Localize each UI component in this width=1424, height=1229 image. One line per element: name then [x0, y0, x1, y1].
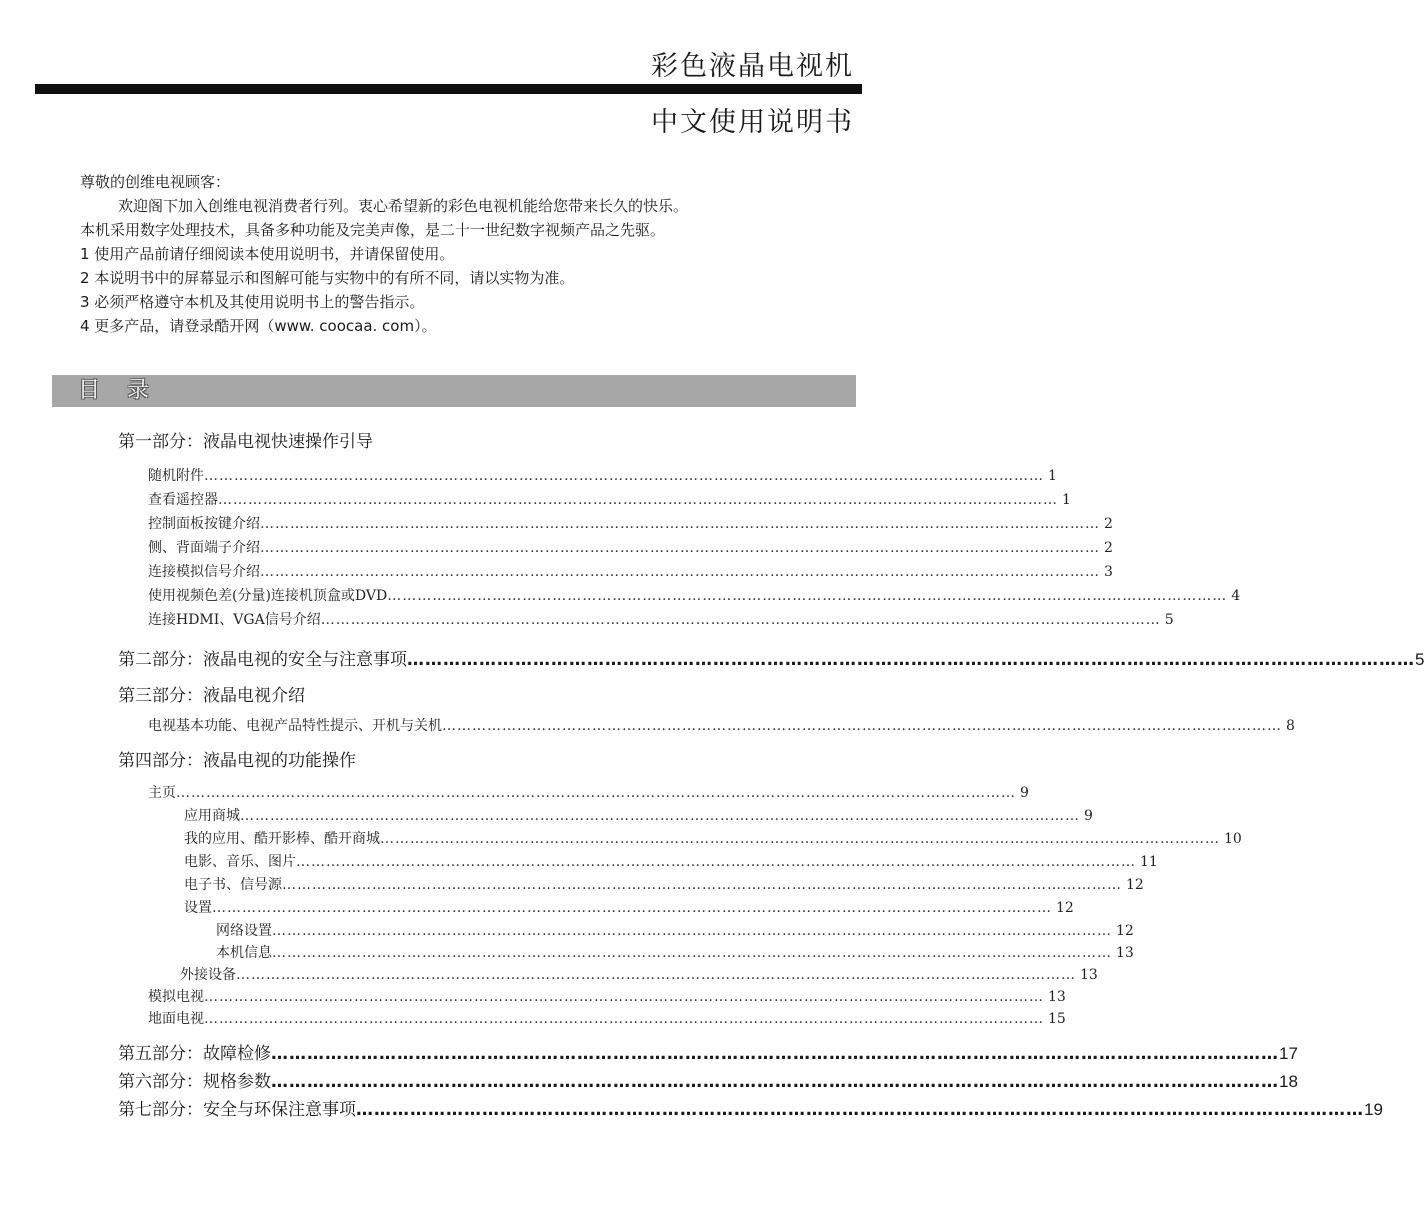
toc-entry-page: 9: [1020, 785, 1029, 801]
toc-entry-label: 电视基本功能、电视产品特性提示、开机与关机: [148, 718, 442, 734]
toc-entry-page: 12: [1126, 877, 1144, 893]
toc-entry-page: 4: [1231, 588, 1241, 604]
toc-entry[interactable]: [148, 562, 1113, 582]
toc-part6-title: 第六部分：规格参数: [118, 1072, 271, 1092]
toc-entry-page: 1: [1048, 468, 1057, 484]
dot-leader: ……………………………………………………………………………………………………………………………………………………: [271, 1072, 1279, 1092]
toc-entry[interactable]: [148, 1009, 1066, 1029]
toc-entry[interactable]: [184, 898, 1074, 918]
toc-entry-label: 地面电视: [148, 1011, 204, 1027]
note-1: 1 使用产品前请仔细阅读本使用说明书，并请保留使用。: [80, 245, 455, 263]
dot-leader: ……………………………………………………………………………………………………………………………………………………: [212, 900, 1052, 916]
toc-heading-bar: [52, 375, 856, 407]
toc-entry-label: 侧、背面端子介绍: [148, 540, 260, 556]
toc-entry[interactable]: [148, 466, 1057, 486]
dot-leader: ……………………………………………………………………………………………………………………………………………………: [218, 492, 1058, 508]
dot-leader: ……………………………………………………………………………………………………………………………………………………: [296, 854, 1136, 870]
toc-entry-page: 13: [1048, 989, 1066, 1005]
toc-entry-label: 连接模拟信号介绍: [148, 564, 260, 580]
dot-leader: ……………………………………………………………………………………………………………………………………………………: [380, 831, 1220, 847]
dot-leader: ……………………………………………………………………………………………………………………………………………………: [204, 468, 1044, 484]
toc-entry-page: 5: [1164, 612, 1174, 628]
note-2: 2 本说明书中的屏幕显示和图解可能与实物中的有所不同，请以实物为准。: [80, 269, 575, 287]
toc-entry-page: 3: [1104, 564, 1113, 580]
toc-entry-label: 主页: [148, 785, 176, 801]
toc-entry-label: 我的应用、酷开影棒、酷开商城: [184, 831, 380, 847]
toc-entry-page: 11: [1140, 854, 1158, 870]
toc-entry-label: 控制面板按键介绍: [148, 516, 260, 532]
dot-leader: ……………………………………………………………………………………………………………………………………………………: [282, 877, 1122, 893]
dot-leader: ……………………………………………………………………………………………………………………………………………………: [320, 612, 1161, 628]
toc-entry-page: 15: [1048, 1011, 1066, 1027]
toc-entry-label: 电影、音乐、图片: [184, 854, 296, 870]
toc-entry[interactable]: [184, 875, 1144, 895]
toc-entry-page: 2: [1104, 540, 1113, 556]
toc-part2-page: 5: [1415, 650, 1424, 669]
toc-entry-page: 2: [1104, 516, 1113, 532]
dot-leader: ……………………………………………………………………………………………………………………………………………………: [260, 540, 1100, 556]
toc-part2[interactable]: [118, 648, 1424, 672]
dot-leader: ……………………………………………………………………………………………………………………………………………………: [442, 718, 1282, 734]
dot-leader: ……………………………………………………………………………………………………………………………………………………: [356, 1100, 1364, 1120]
toc-entry[interactable]: [148, 610, 1174, 630]
document-title: 中文使用说明书: [651, 107, 854, 138]
toc-part6[interactable]: [118, 1070, 1298, 1094]
toc-entry-label: 应用商城: [184, 808, 240, 824]
toc-entry-label: 本机信息: [216, 945, 272, 961]
toc-entry[interactable]: [148, 783, 1029, 803]
toc-entry[interactable]: [184, 829, 1242, 849]
toc-entry-page: 1: [1062, 492, 1071, 508]
toc-entry-label: 网络设置: [216, 923, 272, 939]
toc-entry[interactable]: [216, 921, 1134, 941]
dot-leader: ……………………………………………………………………………………………………………………………………………………: [236, 967, 1076, 983]
note-3: 3 必须严格遵守本机及其使用说明书上的警告指示。: [80, 293, 425, 311]
dot-leader: ……………………………………………………………………………………………………………………………………………………: [271, 1044, 1279, 1064]
header-rule: [35, 84, 862, 94]
toc-entry[interactable]: [216, 943, 1134, 963]
note-4: 4 更多产品，请登录酷开网（www. coocaa. com）。: [80, 317, 437, 335]
toc-part1-title: 第一部分：液晶电视快速操作引导: [118, 432, 373, 452]
intro-line-2: 本机采用数字处理技术，具备多种功能及完美声像，是二十一世纪数字视频产品之先驱。: [80, 221, 666, 239]
toc-entry-page: 8: [1286, 718, 1295, 734]
greeting: 尊敬的创维电视顾客：: [80, 173, 231, 191]
toc-entry-page: 13: [1080, 967, 1098, 983]
dot-leader: ……………………………………………………………………………………………………………………………………………………: [240, 808, 1080, 824]
toc-entry-label: 电子书、信号源: [184, 877, 282, 893]
dot-leader: ……………………………………………………………………………………………………………………………………………………: [260, 516, 1100, 532]
toc-entry[interactable]: [148, 490, 1071, 510]
dot-leader: ……………………………………………………………………………………………………………………………………………………: [176, 785, 1016, 801]
dot-leader: ……………………………………………………………………………………………………………………………………………………: [272, 923, 1112, 939]
toc-part5[interactable]: [118, 1042, 1298, 1066]
toc-part7[interactable]: [118, 1098, 1383, 1122]
dot-leader: ……………………………………………………………………………………………………………………………………………………: [204, 989, 1044, 1005]
toc-part2-title: 第二部分：液晶电视的安全与注意事项: [118, 650, 407, 670]
toc-part4-title: 第四部分：液晶电视的功能操作: [118, 751, 356, 771]
toc-part7-title: 第七部分：安全与环保注意事项: [118, 1100, 356, 1120]
toc-entry-label: 连接HDMI、VGA信号介绍: [148, 612, 321, 628]
toc-entry[interactable]: [184, 806, 1093, 826]
toc-entry[interactable]: [148, 586, 1241, 606]
dot-leader: ……………………………………………………………………………………………………………………………………………………: [204, 1011, 1044, 1027]
toc-entry[interactable]: [180, 965, 1098, 985]
toc-entry-label: 设置: [184, 900, 212, 916]
toc-heading: 目 录: [78, 378, 159, 403]
toc-entry-label: 使用视频色差(分量)连接机顶盒或DVD: [148, 588, 388, 604]
toc-part3-title: 第三部分：液晶电视介绍: [118, 686, 305, 706]
toc-entry-page: 9: [1084, 808, 1093, 824]
toc-entry[interactable]: [184, 852, 1158, 872]
toc-entry-label: 外接设备: [180, 967, 236, 983]
dot-leader: ……………………………………………………………………………………………………………………………………………………: [260, 564, 1100, 580]
toc-entry-page: 13: [1116, 945, 1134, 961]
dot-leader: ……………………………………………………………………………………………………………………………………………………: [272, 945, 1112, 961]
intro-line-1: 欢迎阁下加入创维电视消费者行列。衷心希望新的彩色电视机能给您带来长久的快乐。: [118, 197, 689, 215]
toc-part5-title: 第五部分：故障检修: [118, 1044, 271, 1064]
toc-entry[interactable]: [148, 987, 1066, 1007]
toc-part6-page: 18: [1279, 1072, 1298, 1091]
toc-part7-page: 19: [1364, 1100, 1383, 1119]
toc-part5-page: 17: [1279, 1044, 1298, 1063]
toc-entry-label: 查看遥控器: [148, 492, 218, 508]
toc-entry-page: 12: [1056, 900, 1074, 916]
product-title: 彩色液晶电视机: [651, 51, 854, 82]
toc-entry-label: 随机附件: [148, 468, 204, 484]
toc-entry[interactable]: [148, 716, 1295, 736]
toc-entry-page: 10: [1224, 831, 1242, 847]
toc-entry-page: 12: [1116, 923, 1134, 939]
toc-entry[interactable]: [148, 514, 1113, 534]
dot-leader: ……………………………………………………………………………………………………………………………………………………: [407, 650, 1415, 670]
toc-entry-label: 模拟电视: [148, 989, 204, 1005]
dot-leader: ……………………………………………………………………………………………………………………………………………………: [387, 588, 1228, 604]
toc-entry[interactable]: [148, 538, 1113, 558]
